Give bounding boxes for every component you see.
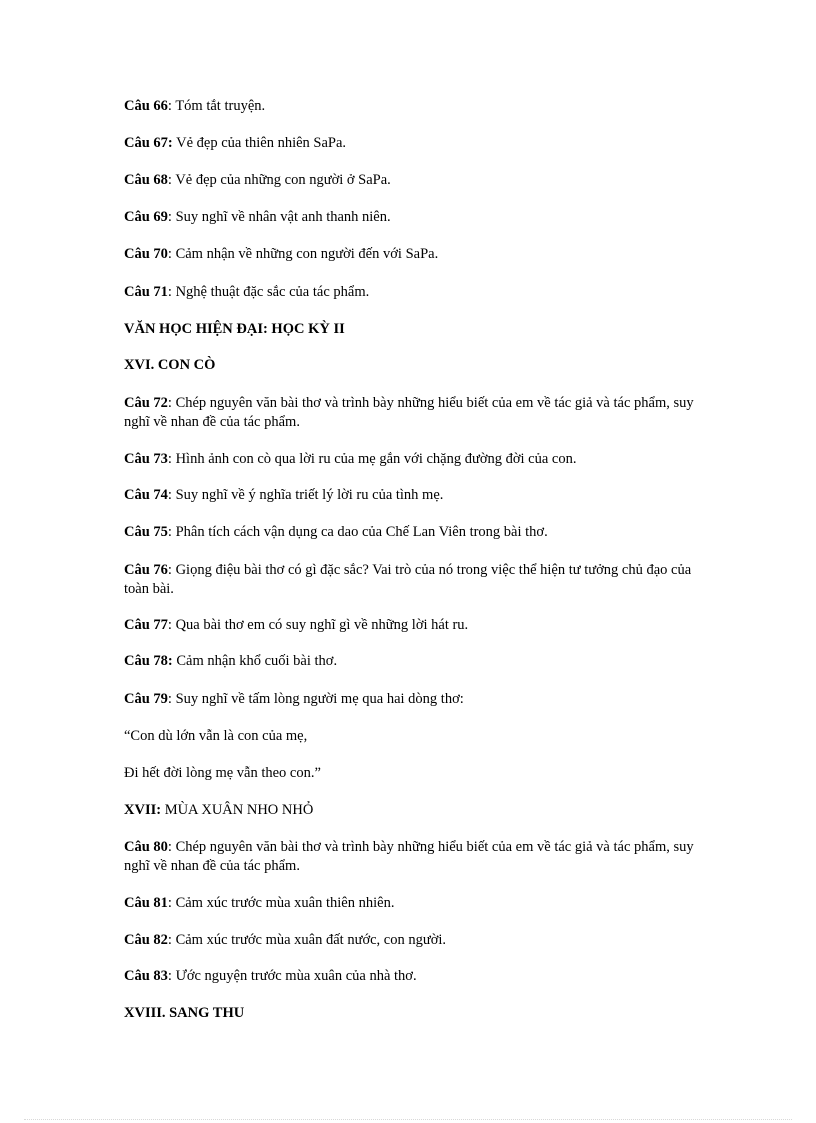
question-text: Suy nghĩ về ý nghĩa triết lý lời ru của tình mẹ. xyxy=(175,487,444,503)
section-heading-16: XVI. CON CÒ xyxy=(124,357,216,373)
question-text: Chép nguyên văn bài thơ và trình bày những hiểu biết của em về tác giả và tác phẩm, suy nghĩ về nhan đề của tác phẩm. xyxy=(124,839,694,874)
question-separator: : xyxy=(167,395,176,411)
question-text: Qua bài thơ em có suy nghĩ gì về những lời hát ru. xyxy=(175,617,469,633)
page-bottom-divider xyxy=(24,1119,792,1120)
section-heading-17 xyxy=(124,801,694,820)
question-number: Câu 81 xyxy=(124,895,168,911)
question-text: Suy nghĩ về tấm lòng người mẹ qua hai dòng thơ: xyxy=(175,691,464,707)
question-80 xyxy=(124,838,694,876)
question-separator: : xyxy=(167,895,176,911)
section-heading-hk2: VĂN HỌC HIỆN ĐẠI: HỌC KỲ II xyxy=(124,321,345,337)
question-number: Câu 71 xyxy=(124,284,168,300)
question-73 xyxy=(124,450,694,469)
question-number: Câu 76 xyxy=(124,562,168,578)
question-78 xyxy=(124,652,694,671)
section-number: XVII: xyxy=(124,802,162,818)
question-number: Câu 69 xyxy=(124,209,168,225)
question-number: Câu 82 xyxy=(124,932,168,948)
question-separator: : xyxy=(167,246,176,262)
question-number: Câu 79 xyxy=(124,691,168,707)
question-text: Nghệ thuật đặc sắc của tác phẩm. xyxy=(175,284,370,300)
question-number: Câu 70 xyxy=(124,246,168,262)
question-separator: : xyxy=(167,487,176,503)
question-number: Câu 75 xyxy=(124,524,168,540)
question-text: Cảm xúc trước mùa xuân thiên nhiên. xyxy=(175,895,395,911)
question-separator: : xyxy=(167,839,176,855)
question-81 xyxy=(124,894,694,913)
question-77 xyxy=(124,616,694,635)
question-separator: : xyxy=(167,562,176,578)
question-separator: : xyxy=(167,968,176,984)
question-66 xyxy=(124,97,694,116)
section-title: MÙA XUÂN NHO NHỎ xyxy=(161,802,314,818)
question-69 xyxy=(124,208,694,227)
question-text: Cảm xúc trước mùa xuân đất nước, con người. xyxy=(175,932,447,948)
question-separator: : xyxy=(167,172,176,188)
question-79 xyxy=(124,690,694,709)
question-text: Hình ảnh con cò qua lời ru của mẹ gắn với chặng đường đời của con. xyxy=(175,451,577,467)
question-text: Vẻ đẹp của thiên nhiên SaPa. xyxy=(176,135,347,151)
question-75 xyxy=(124,523,694,542)
question-separator: : xyxy=(167,691,176,707)
poem-line-1: “Con dù lớn vẫn là con của mẹ, xyxy=(124,728,308,744)
question-number: Câu 73 xyxy=(124,451,168,467)
question-72 xyxy=(124,394,694,432)
question-68 xyxy=(124,171,694,190)
question-number: Câu 72 xyxy=(124,395,168,411)
question-text: Giọng điệu bài thơ có gì đặc sắc? Vai trò của nó trong việc thể hiện tư tưởng chủ đạo của toàn bài. xyxy=(124,562,692,597)
question-number: Câu 74 xyxy=(124,487,168,503)
question-text: Chép nguyên văn bài thơ và trình bày những hiểu biết của em về tác giả và tác phẩm, suy nghĩ về nhan đề của tác phẩm. xyxy=(124,395,694,430)
question-number: Câu 77 xyxy=(124,617,168,633)
question-text: Vẻ đẹp của những con người ở SaPa. xyxy=(175,172,391,188)
question-text: Suy nghĩ về nhân vật anh thanh niên. xyxy=(175,209,391,225)
question-text: Cảm nhận về những con người đến với SaPa. xyxy=(175,246,439,262)
poem-line-2: Đi hết đời lòng mẹ vẫn theo con.” xyxy=(124,765,321,781)
question-separator: : xyxy=(167,451,176,467)
question-separator: : xyxy=(167,98,176,114)
question-separator: : xyxy=(167,209,176,225)
question-76 xyxy=(124,561,694,599)
question-67 xyxy=(124,134,694,153)
question-text: Cảm nhận khổ cuối bài thơ. xyxy=(176,653,338,669)
question-number: Câu 78: xyxy=(124,653,173,669)
section-heading-18: XVIII. SANG THU xyxy=(124,1005,245,1021)
question-number: Câu 66 xyxy=(124,98,168,114)
question-82 xyxy=(124,931,694,950)
question-separator: : xyxy=(167,617,176,633)
question-number: Câu 67: xyxy=(124,135,173,151)
question-number: Câu 68 xyxy=(124,172,168,188)
question-separator: : xyxy=(167,524,176,540)
question-separator: : xyxy=(167,932,176,948)
question-number: Câu 80 xyxy=(124,839,168,855)
question-83 xyxy=(124,967,694,986)
question-separator: : xyxy=(167,284,176,300)
question-74 xyxy=(124,486,694,505)
question-number: Câu 83 xyxy=(124,968,168,984)
question-70 xyxy=(124,245,694,264)
question-text: Ước nguyện trước mùa xuân của nhà thơ. xyxy=(175,968,417,984)
question-71 xyxy=(124,283,694,302)
question-text: Phân tích cách vận dụng ca dao của Chế Lan Viên trong bài thơ. xyxy=(175,524,548,540)
question-text: Tóm tắt truyện. xyxy=(175,98,266,114)
